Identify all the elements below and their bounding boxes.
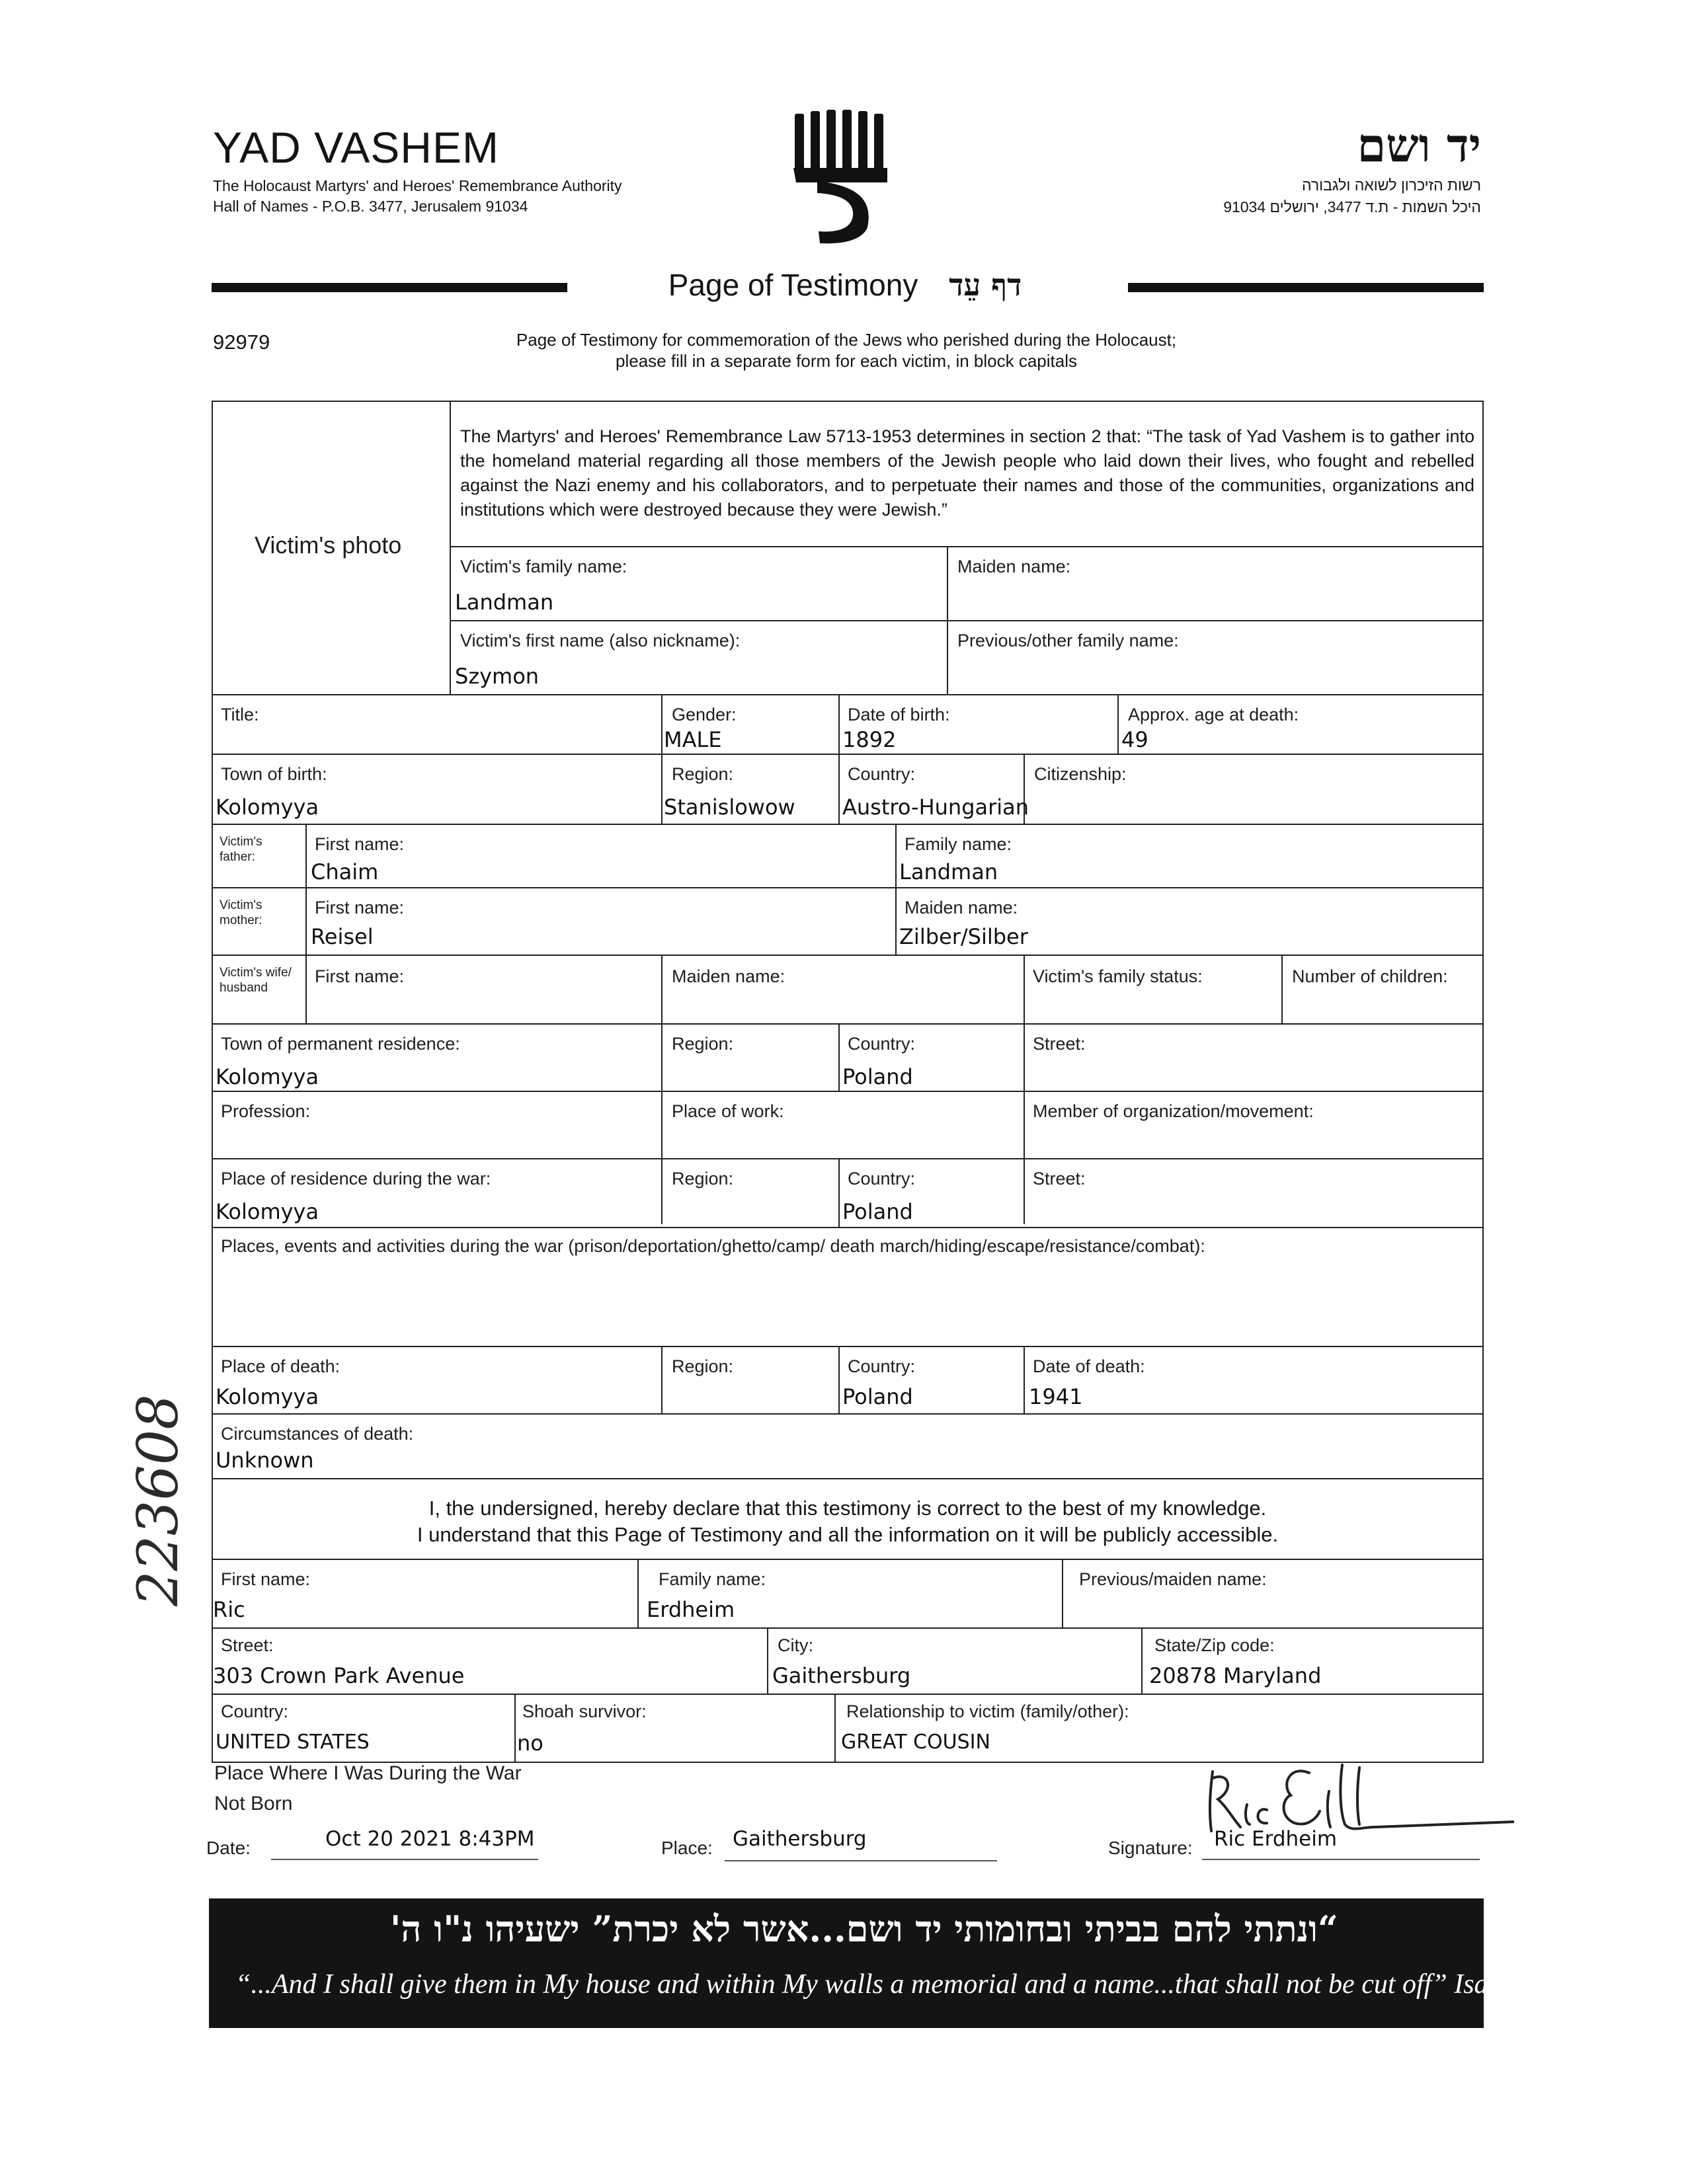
org-subtitle-hebrew-line2: היכל השמות - ת.ד 3477, ירושלים 91034 bbox=[1223, 198, 1481, 215]
place-of-death-label: Place of death: bbox=[221, 1356, 341, 1376]
war-place-label: Place Where I Was During the War bbox=[214, 1762, 522, 1784]
father-family-name-value: Landman bbox=[899, 859, 998, 884]
place-label: Place: bbox=[661, 1838, 713, 1858]
mother-first-name-value: Reisel bbox=[311, 924, 374, 949]
family-status-label: Victim's family status: bbox=[1033, 966, 1203, 986]
residence-street-label: Street: bbox=[1033, 1034, 1086, 1054]
mother-maiden-name-value: Zilber/Silber bbox=[899, 924, 1028, 949]
submitter-street-value: 303 Crown Park Avenue bbox=[213, 1663, 465, 1688]
org-subtitle-line1: The Holocaust Martyrs' and Heroes' Remembrance Authority bbox=[213, 177, 622, 194]
org-name: YAD VASHEM bbox=[213, 123, 499, 172]
footer-quote-hebrew: “ונתתי להם בביתי ובחומותי יד ושם...אשר לא יכרת” ישעיהו נ"ו ה' bbox=[389, 1908, 1338, 1950]
intro-line2: please fill in a separate form for each victim, in block capitals bbox=[616, 351, 1077, 371]
place-of-work-label: Place of work: bbox=[672, 1101, 784, 1121]
shoah-survivor-value: no bbox=[517, 1731, 543, 1756]
form-title-hebrew: דף עֵד bbox=[949, 267, 1022, 303]
victim-first-name-label: Victim's first name (also nickname): bbox=[460, 631, 741, 650]
war-residence-region-label: Region: bbox=[672, 1169, 734, 1189]
submitter-previous-name-label: Previous/maiden name: bbox=[1079, 1569, 1267, 1589]
date-label: Date: bbox=[206, 1838, 251, 1858]
spouse-maiden-name-label: Maiden name: bbox=[672, 966, 785, 986]
town-of-birth-label: Town of birth: bbox=[221, 764, 327, 784]
spouse-first-name-label: First name: bbox=[315, 966, 405, 986]
org-subtitle-hebrew bbox=[1223, 175, 1481, 218]
footer-quote-english: “...And I shall give them in My house and within My walls a memorial and a name...that shall not be cut off” Isaiah 56:5 bbox=[235, 1969, 1582, 2000]
document-number: 92979 bbox=[213, 331, 270, 354]
gender-label: Gender: bbox=[672, 705, 737, 724]
date-value: Oct 20 2021 8:43PM bbox=[325, 1827, 535, 1851]
title-rule-left bbox=[212, 283, 567, 292]
date-of-death-label: Date of death: bbox=[1033, 1356, 1145, 1376]
declaration bbox=[212, 1495, 1484, 1548]
place-underline bbox=[725, 1860, 997, 1861]
submitter-first-name-value: Ric bbox=[213, 1597, 245, 1622]
submitter-city-label: City: bbox=[778, 1635, 813, 1655]
war-place-value: Not Born bbox=[214, 1793, 293, 1814]
victim-family-name-label: Victim's family name: bbox=[460, 557, 627, 576]
death-country-label: Country: bbox=[848, 1356, 916, 1376]
submitter-state-value: 20878 Maryland bbox=[1149, 1663, 1322, 1688]
submitter-first-name-label: First name: bbox=[221, 1569, 311, 1589]
org-subtitle bbox=[213, 176, 622, 217]
father-side-label: Victim's father: bbox=[220, 835, 262, 864]
war-residence-label: Place of residence during the war: bbox=[221, 1169, 491, 1189]
date-underline bbox=[271, 1859, 538, 1860]
war-residence-value: Kolomyya bbox=[216, 1199, 319, 1224]
victim-photo-placeholder: Victim's photo bbox=[255, 531, 402, 559]
mother-maiden-name-label: Maiden name: bbox=[905, 898, 1018, 917]
declaration-line1: I, the undersigned, hereby declare that this testimony is correct to the best of my knowledge. bbox=[428, 1497, 1267, 1520]
org-subtitle-hebrew-line1: רשות הזיכרון לשואה ולגבורה bbox=[1301, 176, 1481, 194]
citizenship-label: Citizenship: bbox=[1034, 764, 1127, 784]
previous-family-name-label: Previous/other family name: bbox=[957, 631, 1179, 650]
organization-label: Member of organization/movement: bbox=[1033, 1101, 1314, 1121]
place-value: Gaithersburg bbox=[733, 1827, 867, 1851]
age-at-death-label: Approx. age at death: bbox=[1128, 705, 1299, 724]
date-of-birth-value: 1892 bbox=[842, 727, 897, 752]
form-title-english: Page of Testimony bbox=[668, 268, 918, 302]
circumstances-value: Unknown bbox=[216, 1448, 314, 1473]
handwritten-number: 223608 bbox=[126, 1394, 190, 1606]
signature-label: Signature: bbox=[1108, 1838, 1193, 1858]
death-country-value: Poland bbox=[842, 1384, 913, 1409]
victim-first-name-value: Szymon bbox=[455, 664, 540, 689]
org-subtitle-line2: Hall of Names - P.O.B. 3477, Jerusalem 91034 bbox=[213, 198, 528, 215]
submitter-state-label: State/Zip code: bbox=[1154, 1635, 1275, 1655]
submitter-country-label: Country: bbox=[221, 1701, 289, 1721]
signature-underline bbox=[1202, 1859, 1480, 1860]
country-of-birth-label: Country: bbox=[848, 764, 916, 784]
town-of-birth-value: Kolomyya bbox=[216, 795, 319, 820]
region-of-birth-value: Stanislowow bbox=[664, 795, 795, 820]
permanent-residence-label: Town of permanent residence: bbox=[221, 1034, 460, 1054]
yad-vashem-logo-icon bbox=[788, 108, 894, 247]
handwritten-signature-icon bbox=[1203, 1758, 1514, 1844]
title-label: Title: bbox=[221, 705, 259, 724]
profession-label: Profession: bbox=[221, 1101, 311, 1121]
war-residence-street-label: Street: bbox=[1033, 1169, 1086, 1189]
signature-value: Ric Erdheim bbox=[1214, 1827, 1338, 1851]
shoah-survivor-label: Shoah survivor: bbox=[522, 1701, 647, 1721]
region-of-birth-label: Region: bbox=[672, 764, 734, 784]
footer-banner bbox=[209, 1898, 1582, 2028]
death-region-label: Region: bbox=[672, 1356, 734, 1376]
father-first-name-label: First name: bbox=[315, 834, 405, 854]
submitter-family-name-value: Erdheim bbox=[647, 1597, 735, 1622]
intro-line1: Page of Testimony for commemoration of the Jews who perished during the Holocaust; bbox=[516, 330, 1177, 350]
declaration-line2: I understand that this Page of Testimony and all the information on it will be publicly accessible. bbox=[417, 1523, 1279, 1546]
circumstances-label: Circumstances of death: bbox=[221, 1424, 414, 1444]
father-family-name-label: Family name: bbox=[905, 834, 1012, 854]
law-text: The Martyrs' and Heroes' Remembrance Law 5713-1953 determines in section 2 that: “The task of Yad Vashem is to gather into the homeland material regarding all those members of the Jewish people who laid down their lives, who fought and rebelled against the Nazi enemy and his collaborators, and to perpetuate their names and those of the communities, organizations and institutions which were destroyed because they were Jewish.” bbox=[460, 426, 1474, 520]
place-of-death-value: Kolomyya bbox=[216, 1384, 319, 1409]
title-rule-right bbox=[1128, 283, 1484, 292]
maiden-name-label: Maiden name: bbox=[957, 557, 1071, 576]
intro-text bbox=[463, 329, 1230, 371]
date-of-death-value: 1941 bbox=[1029, 1384, 1083, 1409]
permanent-residence-value: Kolomyya bbox=[216, 1064, 319, 1089]
war-residence-country-value: Poland bbox=[842, 1199, 913, 1224]
mother-first-name-label: First name: bbox=[315, 898, 405, 917]
residence-region-label: Region: bbox=[672, 1034, 734, 1054]
org-name-hebrew: יד ושם bbox=[1357, 118, 1481, 173]
war-events-label: Places, events and activities during the war (prison/deportation/ghetto/camp/ death march/hiding/escape/resistance/combat): bbox=[221, 1236, 1205, 1256]
submitter-city-value: Gaithersburg bbox=[772, 1663, 911, 1688]
residence-country-label: Country: bbox=[848, 1034, 916, 1054]
war-residence-country-label: Country: bbox=[848, 1169, 916, 1189]
gender-value: MALE bbox=[664, 727, 722, 752]
date-of-birth-label: Date of birth: bbox=[848, 705, 950, 724]
father-first-name-value: Chaim bbox=[311, 859, 379, 884]
submitter-country-value: UNITED STATES bbox=[216, 1731, 370, 1754]
submitter-family-name-label: Family name: bbox=[659, 1569, 766, 1589]
relationship-label: Relationship to victim (family/other): bbox=[846, 1701, 1129, 1721]
submitter-street-label: Street: bbox=[221, 1635, 274, 1655]
victim-family-name-value: Landman bbox=[455, 590, 554, 615]
spouse-side-label: Victim's wife/ husband bbox=[220, 966, 292, 995]
residence-country-value: Poland bbox=[842, 1064, 913, 1089]
form-title bbox=[668, 267, 1022, 303]
relationship-value: GREAT COUSIN bbox=[841, 1731, 990, 1754]
mother-side-label: Victim's mother: bbox=[220, 898, 262, 927]
age-at-death-value: 49 bbox=[1121, 727, 1148, 752]
country-of-birth-value: Austro-Hungarian bbox=[842, 795, 1029, 820]
number-of-children-label: Number of children: bbox=[1292, 966, 1448, 986]
